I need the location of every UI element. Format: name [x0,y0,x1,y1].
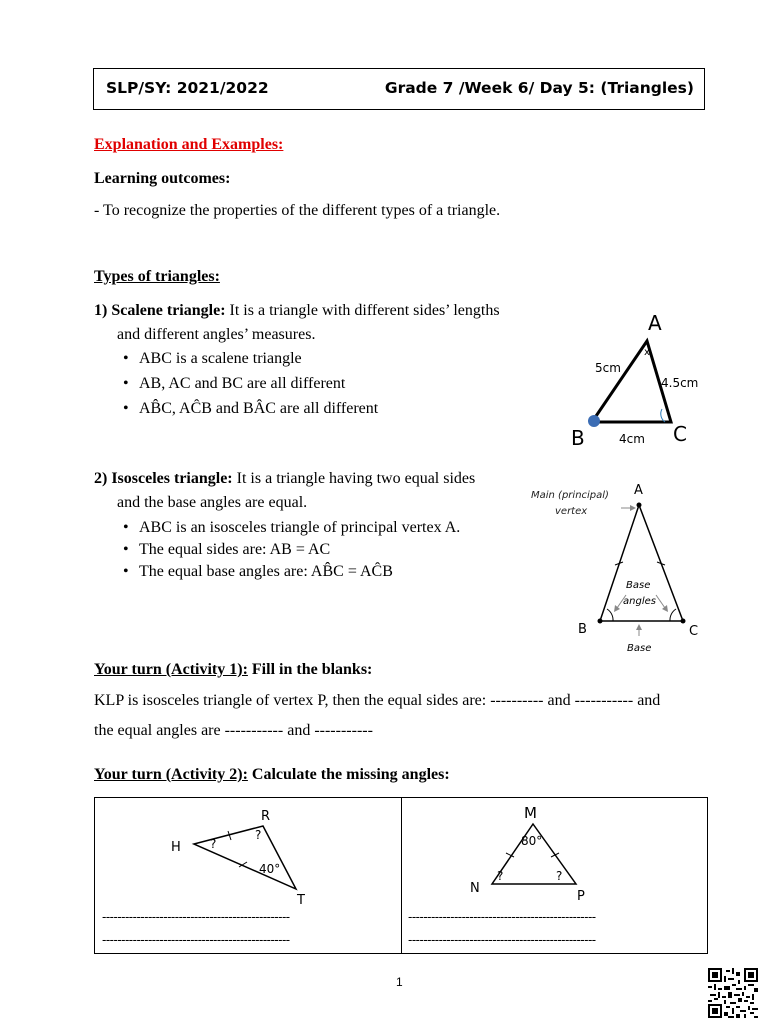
base-angles-label-2: angles [623,596,656,607]
activity-2-task: Calculate the missing angles: [247,766,450,783]
isosceles-definition [94,469,475,489]
scalene-triangle [592,341,671,422]
triangle-hrt [167,806,337,918]
qr-code-icon [708,968,758,1018]
vertex-a-label: A [648,311,662,335]
angle-t-value: 40° [259,862,281,876]
arrow-head [614,605,620,612]
list-item: • AB̂C, AĈB and BÂC are all different [117,399,378,419]
lesson-title: Grade 7 /Week 6/ Day 5: (Triangles) [384,79,694,97]
triangle-mnp [465,802,665,906]
unknown-angle-r: ? [255,828,262,842]
header-box [93,68,705,110]
activity-2-table [94,797,708,954]
angle-x-label: x [644,347,650,358]
isosceles-title: Isosceles triangle: [111,470,233,487]
base-label: Base [627,643,652,654]
isosceles-desc: It is a triangle having two equal sides [232,470,476,487]
answer-line: ------------------------------------------------- [102,932,290,947]
list-item: • ABC is an isosceles triangle of principal vertex A. [117,518,460,538]
arrow-head [630,505,636,511]
triangle-hrt-shape [194,826,296,889]
answer-line: ------------------------------------------------- [102,909,290,924]
table-divider [401,798,402,953]
learning-outcome-text: - To recognize the properties of the different types of a triangle. [94,202,501,219]
side-bc-label: 4cm [619,432,645,446]
side-ac-label: 4.5cm [661,376,699,390]
activity-1-task: Fill in the blanks: [247,661,373,678]
list-item: • The equal sides are: AB = AC [117,540,460,560]
isosceles-triangle-figure [525,478,715,656]
vertex-p-label: P [577,889,585,904]
vertex-r-label: R [261,809,271,824]
base-angle-arc [670,609,676,621]
arrow-head [662,605,668,612]
arrow-head [636,624,642,630]
scalene-desc: It is a triangle with different sides’ lengths [225,302,500,319]
base-angle-arc [607,609,613,621]
scalene-title: Scalene triangle: [111,302,226,319]
unknown-angle-h: ? [210,837,217,851]
scalene-triangle-figure [565,305,715,453]
angle-c-arc [661,409,665,422]
activity-1-label: Your turn (Activity 1): [94,661,248,678]
learning-outcomes-heading: Learning outcomes: [94,170,231,187]
vertex-m-label: M [524,804,537,822]
activity-2-label: Your turn (Activity 2): [94,766,248,783]
activity-1-heading [94,660,372,680]
school-year: SLP/SY: 2021/2022 [106,79,269,97]
isosceles-number: 2) [94,470,108,487]
vertex-t-label: T [297,893,305,908]
base-angles-label: Base [626,580,651,591]
vertex-b-label: B [578,622,587,637]
activity-1-line-2: the equal angles are ----------- and ----------- [94,722,373,739]
vertex-n-label: N [470,881,480,896]
list-item: • ABC is a scalene triangle [117,349,378,369]
activity-1-line-1: KLP is isosceles triangle of vertex P, then the equal sides are: ---------- and ----------- and [94,692,661,709]
vertex-dot [598,619,603,624]
list-item: • AB, AC and BC are all different [117,374,378,394]
section-heading: Explanation and Examples: [94,136,284,153]
scalene-desc-2: and different angles’ measures. [117,326,316,343]
page-number: 1 [396,975,403,989]
vertex-a-label: A [634,483,643,498]
vertex-b-label: B [571,426,585,450]
types-heading: Types of triangles: [94,268,220,285]
main-vertex-label-2: vertex [555,506,588,517]
side-ab-label: 5cm [595,361,621,375]
answer-line: ------------------------------------------------- [408,932,596,947]
activity-2-heading [94,765,450,785]
vertex-h-label: H [171,840,181,855]
vertex-dot [681,619,686,624]
vertex-c-label: C [673,422,687,446]
scalene-definition [94,301,500,321]
angle-b-marker [588,415,600,427]
isosceles-desc-2: and the base angles are equal. [117,494,308,511]
scalene-number: 1) [94,302,108,319]
angle-m-value: 80° [521,834,543,848]
answer-line: ------------------------------------------------- [408,909,596,924]
list-item: • The equal base angles are: AB̂C = AĈB [117,562,460,582]
unknown-angle-n: ? [497,869,504,883]
arrow-line [656,595,665,608]
vertex-c-label: C [689,624,699,639]
vertex-dot [637,503,642,508]
scalene-bullets [117,349,378,419]
isosceles-bullets [117,518,460,582]
triangle-mnp-shape [492,824,576,884]
main-vertex-label: Main (principal) [531,490,609,501]
unknown-angle-p: ? [556,869,563,883]
